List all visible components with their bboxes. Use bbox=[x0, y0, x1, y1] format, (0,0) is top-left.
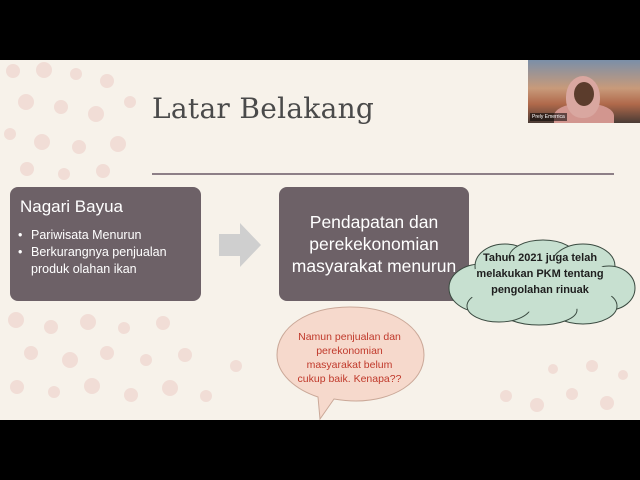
list-item-text: Berkurangnya penjualan produk olahan ikan bbox=[31, 245, 167, 276]
decorative-dot bbox=[54, 100, 68, 114]
decorative-dot bbox=[44, 320, 58, 334]
decorative-dot bbox=[548, 364, 558, 374]
decorative-dot bbox=[34, 134, 50, 150]
decorative-dot bbox=[20, 162, 34, 176]
decorative-dot bbox=[118, 322, 130, 334]
right-box-text: Pendapatan dan perekekonomian masyarakat menurun bbox=[291, 212, 457, 276]
decorative-dot bbox=[18, 94, 34, 110]
decorative-dot bbox=[4, 128, 16, 140]
bullet-icon: • bbox=[18, 228, 23, 242]
slide-title: Latar Belakang bbox=[152, 92, 375, 125]
decorative-dot bbox=[162, 380, 178, 396]
decorative-dot bbox=[230, 360, 242, 372]
decorative-dot bbox=[100, 346, 114, 360]
decorative-dot bbox=[72, 140, 86, 154]
decorative-dot bbox=[100, 74, 114, 88]
left-box-bullet-list bbox=[18, 227, 201, 278]
decorative-dot bbox=[124, 388, 138, 402]
participant-face bbox=[574, 82, 594, 106]
decorative-dot bbox=[586, 360, 598, 372]
decorative-dot bbox=[156, 316, 170, 330]
decorative-dot bbox=[48, 386, 60, 398]
list-item bbox=[18, 227, 201, 244]
decorative-dot bbox=[110, 136, 126, 152]
list-item-text: Pariwisata Menurun bbox=[31, 228, 142, 242]
participant-video-tile[interactable] bbox=[528, 60, 640, 123]
decorative-dot bbox=[62, 352, 78, 368]
cloud-callout-text: Tahun 2021 juga telah melakukan PKM tentang pengolahan rinuak bbox=[476, 252, 604, 296]
decorative-dot bbox=[600, 396, 614, 410]
decorative-dot bbox=[566, 388, 578, 400]
decorative-dot bbox=[58, 168, 70, 180]
title-divider bbox=[152, 173, 614, 175]
left-box-heading: Nagari Bayua bbox=[20, 197, 124, 216]
decorative-dot bbox=[530, 398, 544, 412]
decorative-dot bbox=[618, 370, 628, 380]
left-info-box bbox=[10, 187, 201, 301]
decorative-dot bbox=[10, 380, 24, 394]
decorative-dot bbox=[70, 68, 82, 80]
decorative-dot bbox=[140, 354, 152, 366]
decorative-dot bbox=[80, 314, 96, 330]
decorative-dot bbox=[178, 348, 192, 362]
right-arrow-icon bbox=[219, 223, 261, 267]
speech-bubble-text: Namun penjualan dan perekonomian masyarakat belum cukup baik. Kenapa?? bbox=[297, 331, 402, 385]
decorative-dot bbox=[84, 378, 100, 394]
decorative-dot bbox=[124, 96, 136, 108]
decorative-dot bbox=[200, 390, 212, 402]
participant-name-label: Prely Emerrica bbox=[532, 114, 565, 120]
decorative-dot bbox=[96, 164, 110, 178]
decorative-dot bbox=[88, 106, 104, 122]
decorative-dot bbox=[6, 64, 20, 78]
right-info-box bbox=[279, 187, 469, 301]
bullet-icon: • bbox=[18, 245, 23, 259]
decorative-dot bbox=[36, 62, 52, 78]
decorative-dot bbox=[8, 312, 24, 328]
list-item bbox=[18, 244, 201, 278]
decorative-dot bbox=[24, 346, 38, 360]
decorative-dot bbox=[500, 390, 512, 402]
